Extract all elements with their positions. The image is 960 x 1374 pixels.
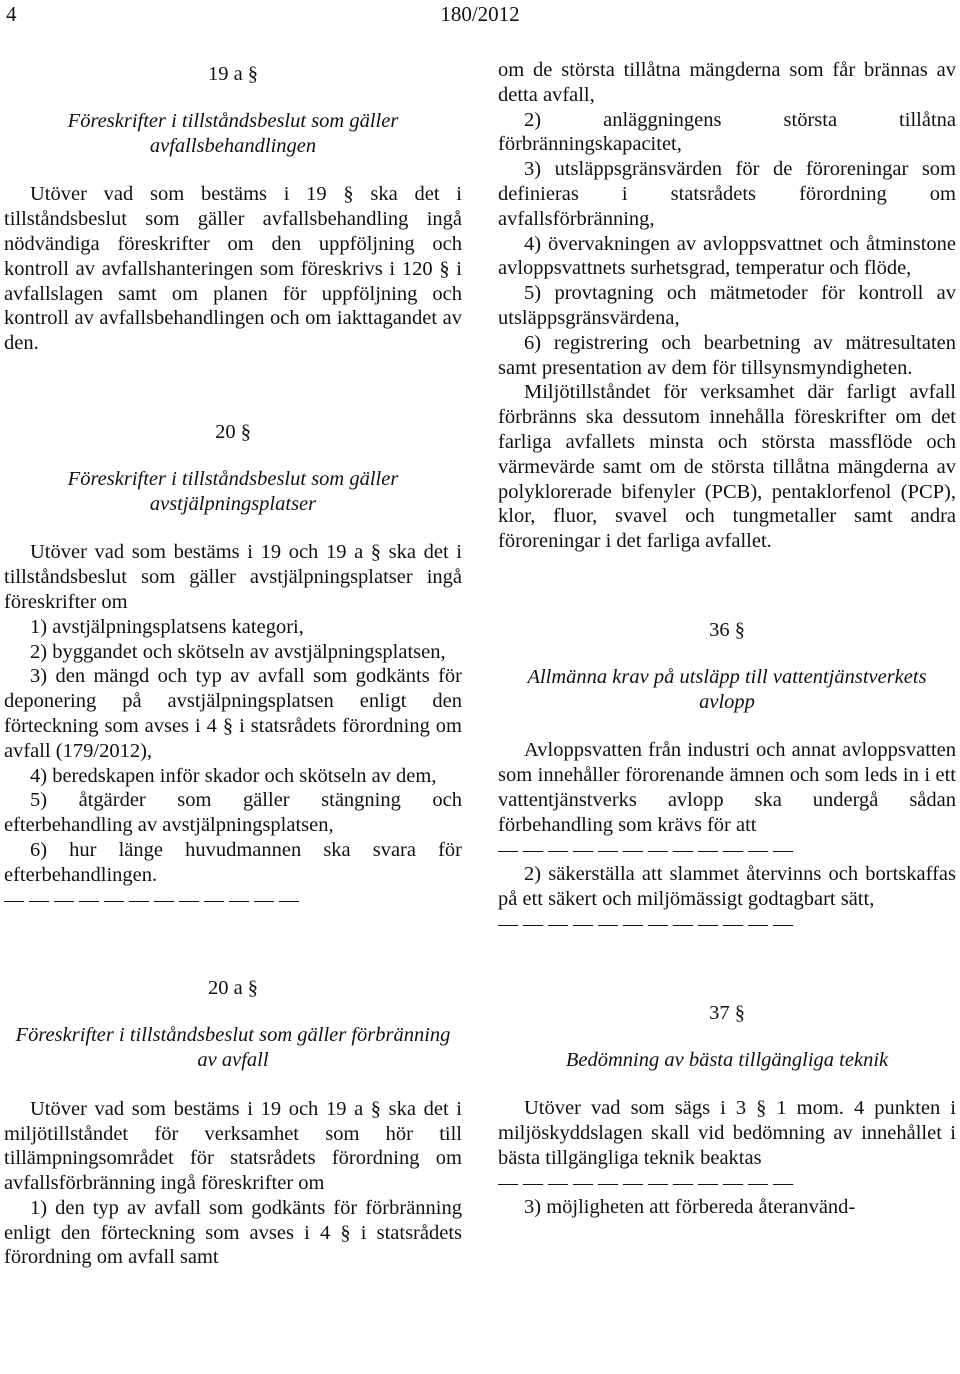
list-item: 5) provtagning och mätmetoder för kontroll av utsläppsgränsvärdena, xyxy=(498,282,956,329)
list-item: 4) övervakningen av avloppsvattnet och åtminstone avloppsvattnets surhetsgrad, temperatur och flöde, xyxy=(498,232,956,280)
omission-dashes: — — — — — — — — — — — — xyxy=(498,912,793,935)
list-item: 3) möjligheten att förbereda återanvänd- xyxy=(524,1196,856,1219)
paragraph: Miljötillståndet för verksamhet där farligt avfall förbränns ska dessutom innehålla föreskrifter om det farliga avfallets minsta och största massflöde och värmevärde samt om de största tillåtna mängderna av polyklorerade bifenyler (PCB), pentaklorfenol (PCP), klor, fluor, svavel och tungmetaller samt andra föroreningar i det farliga avfallet. xyxy=(498,381,956,553)
section-title: Bedömning av bästa tillgängliga teknik xyxy=(565,1048,889,1071)
section-20 xyxy=(4,420,462,912)
paragraph: Utöver vad som sägs i 3 § 1 mom. 4 punkten i miljöskyddslagen skall vid bedömning av innehållet i bästa tillgängliga teknik beaktas xyxy=(498,1097,956,1169)
section-heading: 20 a § xyxy=(207,977,259,1000)
list-item: 6) registrering och bearbetning av mätresultaten samt presentation av dem för tillsynsmyndigheten. xyxy=(498,331,956,379)
paragraph: om de största tillåtna mängderna som får brännas av detta avfall, xyxy=(498,59,956,106)
page-number: 4 xyxy=(6,2,17,26)
list-item: 2) säkerställa att slammet återvinns och bortskaffas på ett säkert och miljömässigt godtagbart sätt, xyxy=(498,863,956,911)
section-20a-continued xyxy=(498,58,956,554)
omission-dashes: — — — — — — — — — — — — xyxy=(498,1171,793,1194)
section-37 xyxy=(498,1001,956,1221)
omission-dashes: — — — — — — — — — — — — xyxy=(498,838,793,861)
section-36 xyxy=(498,618,956,937)
section-title: Föreskrifter i tillståndsbeslut som gäller förbränning av avfall xyxy=(15,1024,451,1071)
page-header xyxy=(0,0,960,30)
right-column xyxy=(498,58,956,1220)
section-heading: 19 a § xyxy=(207,63,259,85)
section-title: Föreskrifter i tillståndsbeslut som gäller avstjälpningsplatser xyxy=(67,467,399,515)
list-item: 6) hur länge huvudmannen ska svara för efterbehandlingen. xyxy=(4,838,462,886)
list-item: 5) åtgärder som gäller stängning och efterbehandling av avstjälpningsplatsen, xyxy=(4,789,462,837)
list-item: 2) anläggningens största tillåtna förbränningskapacitet, xyxy=(498,108,956,156)
section-title: Föreskrifter i tillståndsbeslut som gäller avfallsbehandlingen xyxy=(67,109,399,157)
paragraph: Avloppsvatten från industri och annat avloppsvatten som innehåller förorenande ämnen och som leds in i ett vattentjänstverks avlopp ska undergå sådan förbehandling som krävs för att xyxy=(498,739,956,836)
paragraph: Utöver vad som bestäms i 19 och 19 a § ska det i miljötillståndet för verksamhet som hör till tillämpningsområdet för statsrådets förordning om avfallsförbränning ingå föreskrifter om xyxy=(4,1097,462,1195)
section-heading: 20 § xyxy=(215,420,251,443)
document-number: 180/2012 xyxy=(440,2,520,26)
list-item: 3) den mängd och typ av avfall som godkänts för deponering på avstjälpningsplatsen enligt den förteckning som avses i 4 § i statsrådets förordning om avfall (179/2012), xyxy=(4,665,462,762)
list-item: 3) utsläppsgränsvärden för de föroreningar som definieras i statsrådets förordning om avfallsförbränning, xyxy=(498,158,956,230)
section-20a xyxy=(4,976,462,1270)
paragraph: Utöver vad som bestäms i 19 § ska det i tillståndsbeslut som gäller avfallsbehandling ingå nödvändiga föreskrifter om den uppföljning och kontroll av avfallshanteringen som föreskrivs i 120 § i avfallslagen samt om planen för uppföljning och kontroll av avfallsbehandlingen och om iakttagandet av den. xyxy=(4,183,462,355)
section-heading: 36 § xyxy=(709,618,745,641)
left-column xyxy=(4,58,462,1270)
omission-dashes: — — — — — — — — — — — — xyxy=(4,888,299,911)
list-item: 1) den typ av avfall som godkänts för förbränning enligt den förteckning som avses i 4 § i statsrådets förordning om avfall samt xyxy=(4,1196,462,1269)
list-item: 1) avstjälpningsplatsens kategori, xyxy=(30,615,304,638)
list-item: 2) byggandet och skötseln av avstjälpningsplatsen, xyxy=(30,640,446,663)
list-item: 4) beredskapen inför skador och skötseln av dem, xyxy=(30,764,437,787)
section-title: Allmänna krav på utsläpp till vattentjänstverkets avlopp xyxy=(527,665,927,713)
section-19a xyxy=(4,62,462,356)
section-heading: 37 § xyxy=(709,1001,745,1024)
paragraph: Utöver vad som bestäms i 19 och 19 a § ska det i tillståndsbeslut som gäller avstjälpningsplatser ingå föreskrifter om xyxy=(4,541,462,613)
